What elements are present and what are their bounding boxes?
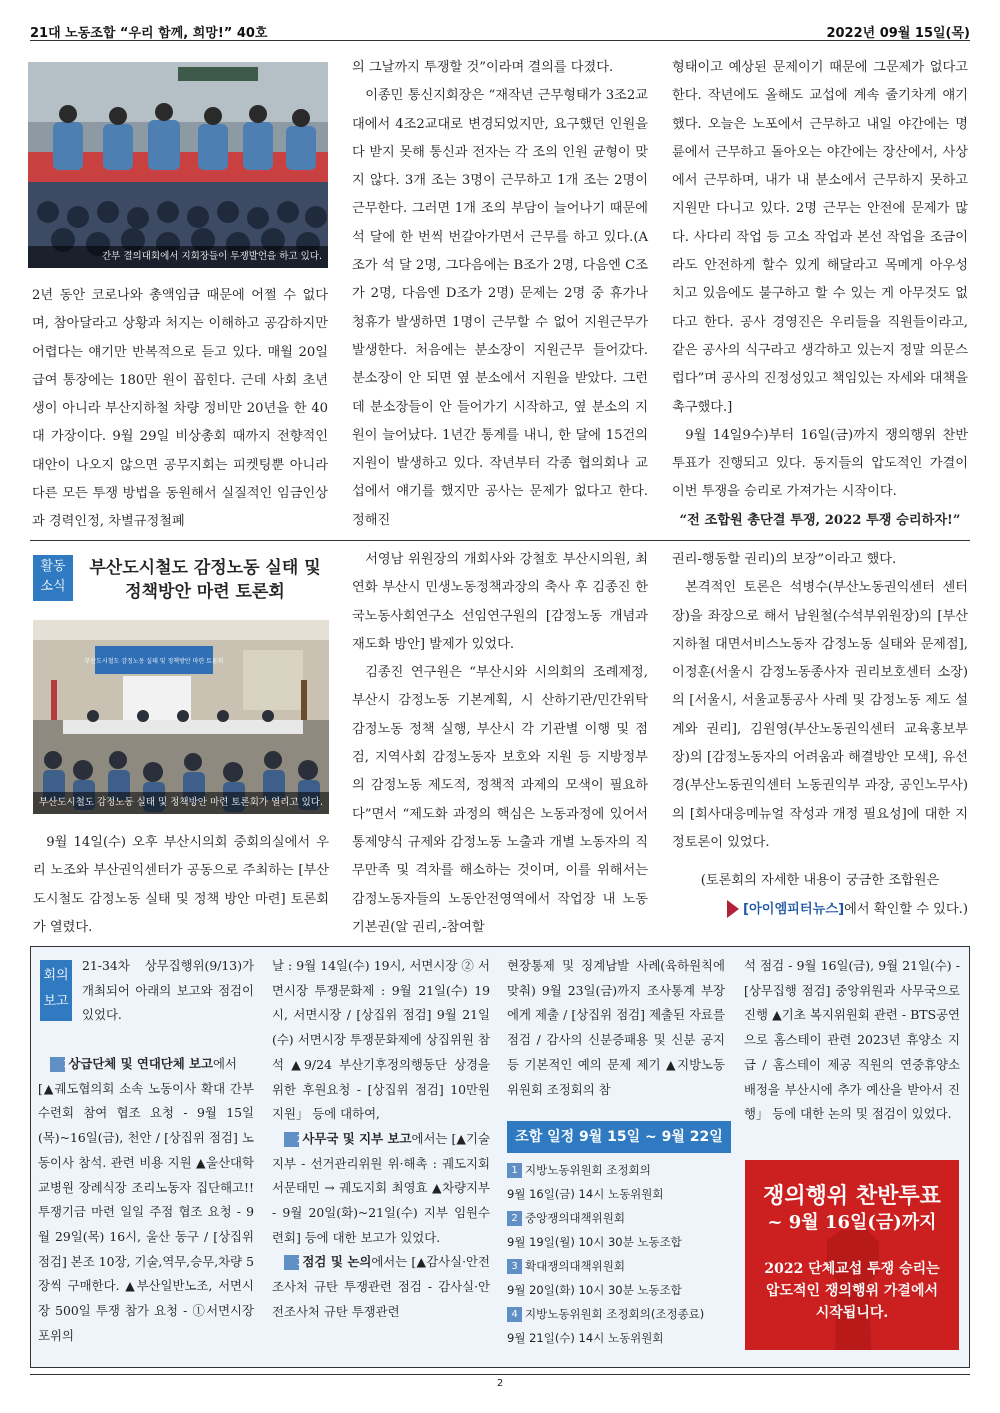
meeting-col-1 xyxy=(82,954,254,1028)
article-note: (토론회의 자세한 내용이 궁금한 조합원은 xyxy=(700,873,940,889)
meeting-col-3-text: 현장통제 및 징계남발 사례(육하원칙에 맞춰) 9월 23일(금)까지 조사통계 부장에게 제출 / [상집위 점검] 제출된 자료를 점검 / 감사의 신분증패용 및 신분 공지 등 기본적인 예의 문제 제기 ▲지방노동위원회 조정회의 참 xyxy=(507,958,725,1097)
meeting-col-3 xyxy=(507,954,725,1102)
schedule-item-detail: 9월 21일(수) 14시 노동위원회 xyxy=(507,1331,664,1345)
news-link[interactable]: [아이엠피터뉴스] xyxy=(742,901,845,917)
section-1-suffix: 에서 xyxy=(213,1056,237,1071)
meeting-tag-line1: 회의 xyxy=(43,968,69,983)
section-divider xyxy=(30,540,970,541)
section-3-body: 에서는 [▲감사실·안전조사처 규탄 투쟁관련 점검 - 감사실·안전조사처 규탄 투쟁관련 xyxy=(272,1254,490,1319)
activity-title-line2: 정책방안 마련 토론회 xyxy=(125,582,285,602)
schedule-item-title: 지방노동위원회 조정회의 xyxy=(525,1163,651,1177)
page-number: 2 xyxy=(496,1378,504,1389)
slogan: “전 조합원 총단결 투쟁, 2022 투쟁 승리하자!” xyxy=(679,512,961,528)
schedule-item xyxy=(507,1302,731,1326)
article-paragraph: 김종진 연구원은 “부산시와 시의회의 조례제정, 부산시 감정노동 기본계획, 시 산하기관/민간위탁 감정노동 정책 실행, 부산시 각 기관별 이행 및 점검, 지역사회 감정노동자 보호와 지원 등 지방정부의 감정노동 제도적, 정책적 과제의 모색이 필요하다”면서 “제도화 과정의 핵심은 노동과정에 있어서 통제양식 규제와 감정노동 노출과 개별 노동자의 직무만족 및 격차를 해소하는 것이며, 이를 위해서는 감정노동자들의 노동안전영역에서 작업장 내 노동기본권(알 권리,-참여할 xyxy=(352,665,648,935)
activity-tag xyxy=(33,555,73,601)
issue-date: 2022년 09월 15일(목) xyxy=(826,26,970,41)
vote-title-2: ~ 9월 16일(금)까지 xyxy=(767,1212,937,1233)
article-paragraph: 2년 동안 코로나와 총액임금 때문에 어쩔 수 없다며, 참아달라고 상황과 처지는 이해하고 공감하지만 어렵다는 얘기만 반복적으로 듣고 있다. 매월 20일 급여 통장에는 180만 원이 꼽힌다. 근데 사회 초년생이 아니라 부산지하철 차량 정비만 20년을 한 40대 가장이다. 9월 29일 비상총회 때까지 전향적인 대안이 나오지 않으면 공무지회는 피켓팅뿐 아니라 다른 모든 투쟁 방법을 동원해서 실질적인 임금인상과 경력인정, 차별규정철폐 xyxy=(32,288,328,530)
arrow-icon xyxy=(727,900,739,918)
activity-title xyxy=(80,556,330,604)
section-number-1: 1 xyxy=(50,1057,65,1072)
meeting-tag xyxy=(40,960,72,1021)
schedule-item-title: 지방노동위원회 조정회의(조정종료) xyxy=(525,1307,705,1321)
schedule-list xyxy=(507,1158,731,1350)
section-2-body: 에서는 [▲기술지부 - 선거관리위원 위·해촉 : 궤도지회 서문태민 → 궤도지회 최영효 ▲차량지부 - 9월 20일(화)~21일(수) 지부 임원수련회] 등에 대한 보고가 있었다. xyxy=(272,1130,490,1245)
activity-tag-line2: 소식 xyxy=(40,579,66,594)
article-paragraph: 9월 14일9수)부터 16일(금)까지 쟁의행위 찬반투표가 진행되고 있다. 동지들의 압도적인 가결이 이번 투쟁을 승리로 가져가는 시작이다. xyxy=(672,427,968,500)
rally-photo xyxy=(28,62,328,268)
forum-photo-caption: 부산도시철도 감정노동 실태 및 정책방안 마련 토론회가 열리고 있다. xyxy=(33,792,329,814)
page-header xyxy=(30,18,970,40)
schedule-item-title: 중앙쟁의대책위원회 xyxy=(525,1211,625,1225)
activity-col-1 xyxy=(33,829,329,942)
schedule-item-detail: 9월 20일(화) 10시 30분 노동조합 xyxy=(507,1283,682,1297)
meeting-tag-line2: 보고 xyxy=(43,994,69,1009)
article-paragraph: 이종민 통신지회장은 “재작년 근무형태가 3조2교대에서 4조2교대로 변경되었지만, 요구했던 인원을 다 받지 못해 통신과 전자는 각 조의 인원 균형이 맞지 않다. 3개 조는 3명이 근무하고 1개 조는 2명이 근무한다. 그러면 1개 조의 부담이 늘어나기 때문에 석 달에 한 번씩 번갈아가면서 근무를 하고 있다.(A조가 석 달 2명, 그다음에는 B조가 2명, 다음엔 C조가 2명, 다음엔 D조가 2명) 문제는 2명 중 휴가나 청휴가 발생하면 1명이 근무할 수 없어 지원근무가 발생한다. 처음에는 분소장이 지원근무 들어갔다. 분소장이 안 되면 옆 분소에서 지원을 받았다. 그런데 분소장들이 안 들어가기 시작하고, 옆 분소의 지원이 늘어났다. 1년간 통계를 내니, 한 달에 15건의 지원이 발생하고 있다. 작년부터 각종 협의회나 교섭에서 얘기를 했지만 공사는 문제가 없다고 한다. 정해진 xyxy=(352,88,648,528)
rally-photo-illustration xyxy=(28,62,328,268)
vote-message-3: 시작됩니다. xyxy=(815,1305,889,1321)
meeting-col-4 xyxy=(744,954,960,1127)
article-col-3 xyxy=(672,54,968,535)
article-col-2 xyxy=(352,54,648,535)
schedule-item-detail: 9월 16일(금) 14시 노동위원회 xyxy=(507,1187,664,1201)
section-1-title: 상급단체 및 연대단체 보고 xyxy=(68,1056,213,1071)
meeting-col-2-text: 날 : 9월 14일(수) 19시, 서면시장 ② 서면시장 투쟁문화제 : 9월 21일(수) 19시, 서면시장 / [상집위 점검] 9월 21일(수) 서면시장 투쟁문화제에 상집위원 참석 ▲9/24 부산기후정의행동단 상경을 위한 후원요청 - [상집위 점검] 10만원 지원」 등에 대하여, xyxy=(272,958,490,1122)
meeting-col-4-text: 석 점검 - 9월 16일(금), 9월 21일(수) - [상무집행 점검] 중앙위원과 사무국으로 진행 ▲기초 복지위원회 관련 - BTS공연으로 홈스테이 관련 2023년 휴양소 지급 / 홈스테이 제공 직원의 연중휴양소 배정을 부산시에 추가 예산을 받아서 진행」 등에 대한 논의 및 점검이 있었다. xyxy=(744,958,960,1122)
rally-photo-caption: 간부 결의대회에서 지회장들이 투쟁발언을 하고 있다. xyxy=(28,246,328,268)
meeting-section-1 xyxy=(38,1052,254,1077)
schedule-item xyxy=(507,1254,731,1278)
schedule-number: 1 xyxy=(507,1163,522,1178)
section-1-body: [▲궤도협의회 소속 노동이사 확대 간부 수련회 참여 협조 요청 - 9월 15일(목)~16일(금), 천안 / [상집위 점검] 노동이사 참석. 관련 비용 지원 ▲울산대학교병원 장례식장 조리노동자 집단해고!! 투쟁기금 마련 일일 주점 협조 요청 - 9월 29일(목) 16시, 울산 동구 / [상집위 점검] 본조 10장, 기술,역무,승무,차량 5장씩 구매한다. ▲부산일반노조, 서면시장 500일 투쟁 참가 요청 - ①서면시장 포위의 xyxy=(38,1080,254,1343)
schedule-number: 4 xyxy=(507,1307,522,1322)
schedule-number: 2 xyxy=(507,1211,522,1226)
schedule-item-title: 확대쟁의대책위원회 xyxy=(525,1259,625,1273)
forum-banner-text: 부산도시철도 감정노동 실태 및 정책방안 마련 토론회 xyxy=(84,658,224,665)
forum-photo xyxy=(33,620,329,814)
article-paragraph: 서영남 위원장의 개회사와 강철호 부산시의원, 최연화 부산시 민생노동정책과장의 축사 후 김종진 한국노동사회연구소 선임연구원의 [감정노동 개념과 재도화 방안] 발제가 있었다. xyxy=(352,552,648,652)
schedule-number: 3 xyxy=(507,1259,522,1274)
header-divider xyxy=(30,40,970,41)
activity-col-3 xyxy=(672,546,968,924)
meeting-col-1-body xyxy=(38,1052,254,1348)
article-col-1 xyxy=(32,282,328,537)
footer-divider xyxy=(30,1374,970,1375)
article-paragraph: 형태이고 예상된 문제이기 때문에 그문제가 없다고 한다. 작년에도 올해도 교섭에 계속 줄기차게 얘기했다. 오늘은 노포에서 근무하고 내일 야간에는 명륜에서 근무하고 돌아오는 야간에는 장산에서, 사상에서 근무하며, 내가 내 분소에서 근무하지 못하고 지원만 다니고 있다. 2명 근무는 안전에 문제가 많다. 사다리 작업 등 고소 작업과 본선 작업을 조금이라도 안전하게 할수 있게 해달라고 목메게 아우성 치고 있음에도 불구하고 할 수 있는 게 아무것도 없다고 한다. 공사 경영진은 우리들을 직원들이라고, 같은 공사의 식구라고 생각하고 있는지 정말 의문스럽다”며 공사의 진정성있고 책임있는 자세와 대책을 촉구했다.] xyxy=(672,60,968,415)
schedule-item-detail: 9월 19일(월) 10시 30분 노동조합 xyxy=(507,1235,682,1249)
schedule-item xyxy=(507,1158,731,1182)
meeting-section-2 xyxy=(272,1127,490,1251)
vote-title-1: 쟁의행위 찬반투표 xyxy=(763,1183,941,1209)
newsletter-title: 21대 노동조합 “우리 함께, 희망!” 40호 xyxy=(30,26,268,41)
schedule-item xyxy=(507,1206,731,1230)
article-paragraph: 의 그날까지 투쟁할 것”이라며 결의를 다졌다. xyxy=(352,60,614,75)
article-link-line xyxy=(672,896,968,924)
news-link-suffix: 에서 확인할 수 있다.) xyxy=(844,901,968,917)
section-2-title: 사무국 및 지부 보고 xyxy=(302,1130,412,1146)
article-paragraph: 권리-행동할 권리)의 보장”이라고 했다. xyxy=(672,552,897,567)
section-number-2: 2 xyxy=(284,1132,299,1147)
meeting-section-3 xyxy=(272,1250,490,1324)
schedule-title: 조합 일정 9월 15일 ~ 9월 22일 xyxy=(507,1121,731,1153)
activity-title-line1: 부산도시철도 감정노동 실태 및 xyxy=(89,558,321,578)
article-paragraph: 본격적인 토론은 석병수(부산노동권익센터 센터장)을 좌장으로 해서 남원철(수석부위원장)의 [부산지하철 대면서비스노동자 감정노동 실태와 문제점], 이정훈(서울시 감정노동종사자 권리보호센터 소장)의 [서울시, 서울교통공사 사례 및 감정노동 제도 설계와 권리], 김원영(부산노동권익센터 교육홍보부장)의 [감정노동자의 어려움과 해결방안 모색], 유선경(부산노동권익센터 노동권익부 과장, 공인노무사)의 [회사대응메뉴얼 작성과 개정 필요성]에 대한 지정토론이 있었다. xyxy=(672,580,968,850)
forum-photo-illustration xyxy=(33,620,329,814)
meeting-col-2 xyxy=(272,954,490,1325)
section-3-title: 점검 및 논의 xyxy=(302,1254,372,1270)
section-number-3: 3 xyxy=(284,1255,299,1270)
meeting-intro: 21-34차 상무집행위(9/13)가 개최되어 아래의 보고와 점검이 있었다. xyxy=(82,958,254,1023)
activity-tag-line1: 활동 xyxy=(40,559,66,574)
vote-message-2: 압도적인 쟁의행위 가결에서 xyxy=(765,1283,939,1299)
article-paragraph: 9월 14일(수) 오후 부산시의회 중회의실에서 우리 노조와 부산권익센터가 공동으로 주최하는 [부산도시철도 감정노동 실태 및 정책 방안 마련] 토론회가 열렸다. xyxy=(33,835,329,935)
vote-message-1: 2022 단체교섭 투쟁 승리는 xyxy=(764,1261,940,1277)
activity-col-2 xyxy=(352,546,648,942)
vote-poster xyxy=(745,1160,959,1350)
